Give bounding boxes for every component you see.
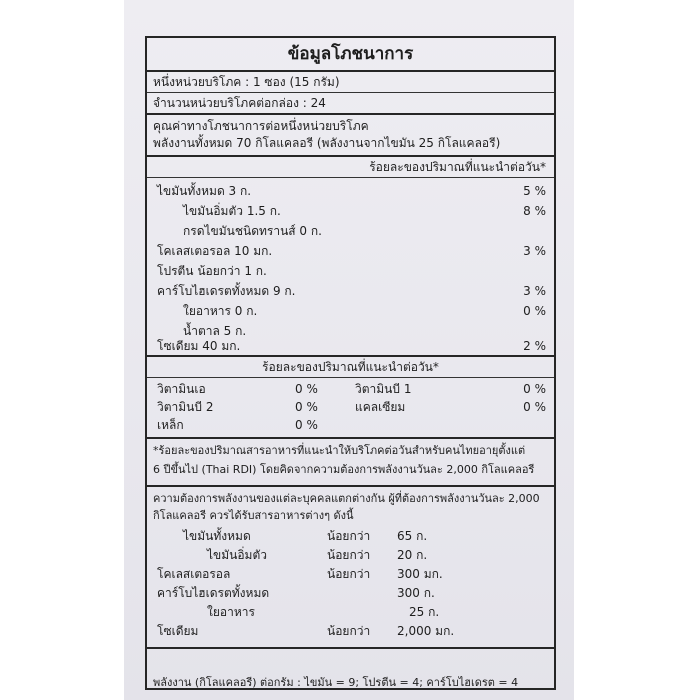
guidance-amount: 2,000 มก. [397, 624, 455, 638]
nutrient-protein: โปรตีน น้อยกว่า 1 ก. [157, 264, 267, 278]
nutrient-cholesterol-pct: 3 % [523, 244, 546, 258]
nutrient-sugar: น้ำตาล 5 ก. [183, 324, 247, 338]
guidance-row [147, 624, 554, 642]
guidance-label: ใยอาหาร [207, 605, 255, 619]
guidance-row [147, 548, 554, 566]
guidance-line-2: กิโลแคลอรี ควรได้รับสารอาหารต่างๆ ดังนี้ [153, 509, 354, 522]
nutrient-sodium-pct: 2 % [523, 339, 546, 353]
per-serving-heading: คุณค่าทางโภชนาการต่อหนึ่งหน่วยบริโภค [153, 119, 369, 133]
footnote-line-1: *ร้อยละของปริมาณสารอาหารที่แนะนำให้บริโภคต่อวันสำหรับคนไทยอายุตั้งแต่ [153, 444, 526, 457]
nutrient-total-fat: ไขมันทั้งหมด 3 ก. [157, 184, 252, 198]
guidance-amount: 65 ก. [397, 529, 428, 543]
guidance-amount: 300 มก. [397, 567, 443, 581]
guidance-label: ไขมันอิ่มตัว [207, 548, 267, 562]
vitamins-section [147, 357, 554, 439]
panel-title: ข้อมูลโภชนาการ [147, 38, 554, 72]
guidance-row [147, 567, 554, 585]
iron-pct: 0 % [295, 418, 318, 432]
guidance-qualifier: น้อยกว่า [327, 529, 371, 543]
nutrient-cholesterol: โคเลสเตอรอล 10 มก. [157, 244, 273, 258]
nutrient-dietary-fiber-pct: 0 % [523, 304, 546, 318]
guidance-row [147, 529, 554, 547]
guidance-qualifier: น้อยกว่า [327, 548, 371, 562]
guidance-qualifier: น้อยกว่า [327, 567, 371, 581]
nutrient-saturated-fat-pct: 8 % [523, 204, 546, 218]
vitamin-b2-pct: 0 % [295, 400, 318, 414]
nutrient-carbohydrate-pct: 3 % [523, 284, 546, 298]
total-energy: พลังงานทั้งหมด 70 กิโลแคลอรี (พลังงานจากไขมัน 25 กิโลแคลอรี) [153, 136, 501, 150]
serving-size: หนึ่งหน่วยบริโภค : 1 ซอง (15 กรัม) [147, 72, 554, 93]
guidance-row [147, 605, 554, 623]
guidance-amount: 300 ก. [397, 586, 435, 600]
nutrient-saturated-fat: ไขมันอิ่มตัว 1.5 ก. [183, 204, 281, 218]
nutrient-sodium: โซเดียม 40 มก. [157, 339, 241, 353]
vitamin-b2: วิตามินบี 2 [157, 400, 214, 414]
guidance-section [147, 487, 554, 649]
nutrient-carbohydrate: คาร์โบไฮเดรตทั้งหมด 9 ก. [157, 284, 296, 298]
calcium-pct: 0 % [523, 400, 546, 414]
per-serving-section [147, 115, 554, 157]
vitamin-b1: วิตามินบี 1 [355, 382, 412, 396]
vitamin-a-pct: 0 % [295, 382, 318, 396]
guidance-label: โคเลสเตอรอล [157, 567, 231, 581]
energy-factors: พลังงาน (กิโลแคลอรี) ต่อกรัม : ไขมัน = 9; โปรตีน = 4; คาร์โบไฮเดรต = 4 [153, 676, 519, 689]
guidance-label: โซเดียม [157, 624, 199, 638]
footnote-line-2: 6 ปีขึ้นไป (Thai RDI) โดยคิดจากความต้องการพลังงานวันละ 2,000 กิโลแคลอรี [153, 463, 535, 476]
calcium: แคลเซียม [355, 400, 406, 414]
nutrient-dietary-fiber: ใยอาหาร 0 ก. [183, 304, 258, 318]
vitamins-header: ร้อยละของปริมาณที่แนะนำต่อวัน* [262, 360, 439, 374]
vitamin-b1-pct: 0 % [523, 382, 546, 396]
nutrition-facts-panel [145, 36, 556, 690]
guidance-line-1: ความต้องการพลังงานของแต่ละบุคคลแตกต่างกัน ผู้ที่ต้องการพลังงานวันละ 2,000 [153, 492, 540, 505]
nutrient-total-fat-pct: 5 % [523, 184, 546, 198]
guidance-amount: 25 ก. [409, 605, 440, 619]
guidance-label: ไขมันทั้งหมด [183, 529, 251, 543]
iron: เหล็ก [157, 418, 184, 432]
guidance-amount: 20 ก. [397, 548, 428, 562]
guidance-label: คาร์โบไฮเดรตทั้งหมด [157, 586, 270, 600]
guidance-row [147, 586, 554, 604]
servings-per-box: จำนวนหน่วยบริโภคต่อกล่อง : 24 [147, 93, 554, 115]
footnote-section [147, 439, 554, 487]
daily-value-header: ร้อยละของปริมาณที่แนะนำต่อวัน* [369, 160, 546, 174]
vitamin-a: วิตามินเอ [157, 382, 206, 396]
nutrient-trans-fat: กรดไขมันชนิดทรานส์ 0 ก. [183, 224, 322, 238]
guidance-qualifier: น้อยกว่า [327, 624, 371, 638]
nutrients-section [147, 157, 554, 357]
